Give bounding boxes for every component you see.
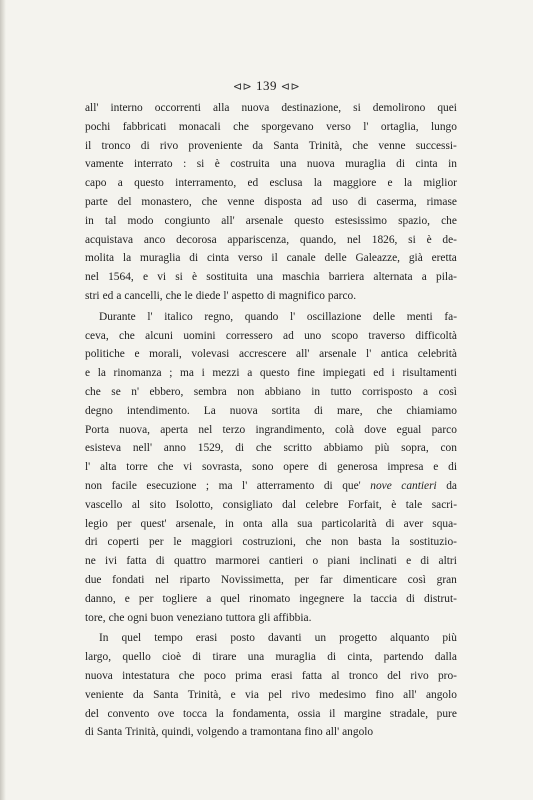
text-line: nel 1564, e vi si è sostituita una maschia barriera alternata a pila- [85,271,457,284]
text-line: in tal modo congiunto all' arsenale questo estesissimo spazio, che [85,214,457,227]
text-line: legio per quest' arsenale, in onta alla sua particolarità di aver squa- [85,517,457,530]
page-header [0,78,533,94]
text-line: Porta nuova, aperta nel terzo ingrandimento, colà dove egual parco [85,423,457,436]
body-text [85,99,457,742]
text-line: di Santa Trinità, quindi, volgendo a tramontana fino all' angolo [85,726,374,739]
text-line: nuova intestatura che poco prima erasi fatta al tronco del rivo pro- [85,669,457,682]
text-line: capo a questo interramento, ed esclusa la maggiore e la miglior [85,177,457,190]
page-binding-shadow [0,0,6,800]
text-line: dri coperti per le maggiori costruzioni, che non basta la sostituzio- [85,536,457,549]
text-line: danno, e per togliere a quel rinomato ingegnere la taccia di distrut- [85,592,457,605]
text-line: all' interno occorrenti alla nuova destinazione, si demolirono quei [85,102,457,114]
page-number: 139 [256,78,277,93]
text-line: degno intendimento. La nuova sortita di mare, che chiamiamo [85,404,457,417]
text-line: l' alta torre che vi sovrasta, sono opere di generosa impresa e di [85,461,457,474]
text-line: tore, che ogni buon veneziano tuttora gli affibbia. [85,611,312,624]
text-line: e la rinomanza ; ma i mezzi a questo fine impiegati ed i risultamenti [85,367,457,380]
text-line: largo, quello cioè di tirare una muraglia di cinta, partendo dalla [85,651,457,664]
text-line: del convento ove tocca la fondamenta, ossia il margine stradale, pure [85,707,457,720]
text-line: veniente da Santa Trinità, e via pel rivo medesimo fino all' angolo [85,688,457,701]
text-line: molita la muraglia di cinta verso il canale delle Galeazze, già eretta [85,252,457,265]
text-line: Durante l' italico regno, quando l' oscillazione delle menti fa- [99,310,457,323]
text-line: vamente interrato : si è costruita una nuova muraglia di cinta in [85,158,457,171]
text-line: In quel tempo erasi posto davanti un progetto alquanto più [99,632,457,645]
text-line: esisteva nell' anno 1529, di che scritto abbiamo più sopra, con [85,442,457,455]
text-line: due fondati nel riparto Novissimetta, per far dimenticare così gran [85,573,457,586]
text-line: ceva, che alcuni uomini corressero ad uno scopo traverso difficoltà [85,329,457,342]
text-line: il tronco di rivo proveniente da Santa Trinità, che venne successi- [85,139,457,152]
text-line: politiche e morali, volevasi accrescere all' arsenale l' antica celebrità [85,348,457,361]
text-line: vascello al sito Isolotto, consigliato dal celebre Forfait, è tale sacri- [85,498,457,511]
text-line: ne ivi fatta di quattro marmorei cantieri o piani inclinati e di altri [85,555,457,568]
text-line: non facile esecuzione ; ma l' atterramento di que' nove cantieri da [85,479,457,492]
text-line: che se n' ebbero, sembra non abbiano in tutto corrisposto a così [85,385,457,398]
text-line: parte del monastero, che venne disposta ad uso di caserma, rimase [85,195,457,208]
text-line: pochi fabbricati monacali che sporgevano verso l' ortaglia, lungo [85,120,457,133]
text-line: stri ed a cancelli, che le diede l' aspetto di magnifico parco. [85,289,357,302]
text-line: acquistava anco decorosa appariscenza, quando, nel 1826, si è de- [85,233,457,246]
ornament-right-icon: ⊲⊳ [280,81,301,93]
ornament-left-icon: ⊲⊳ [232,81,253,93]
